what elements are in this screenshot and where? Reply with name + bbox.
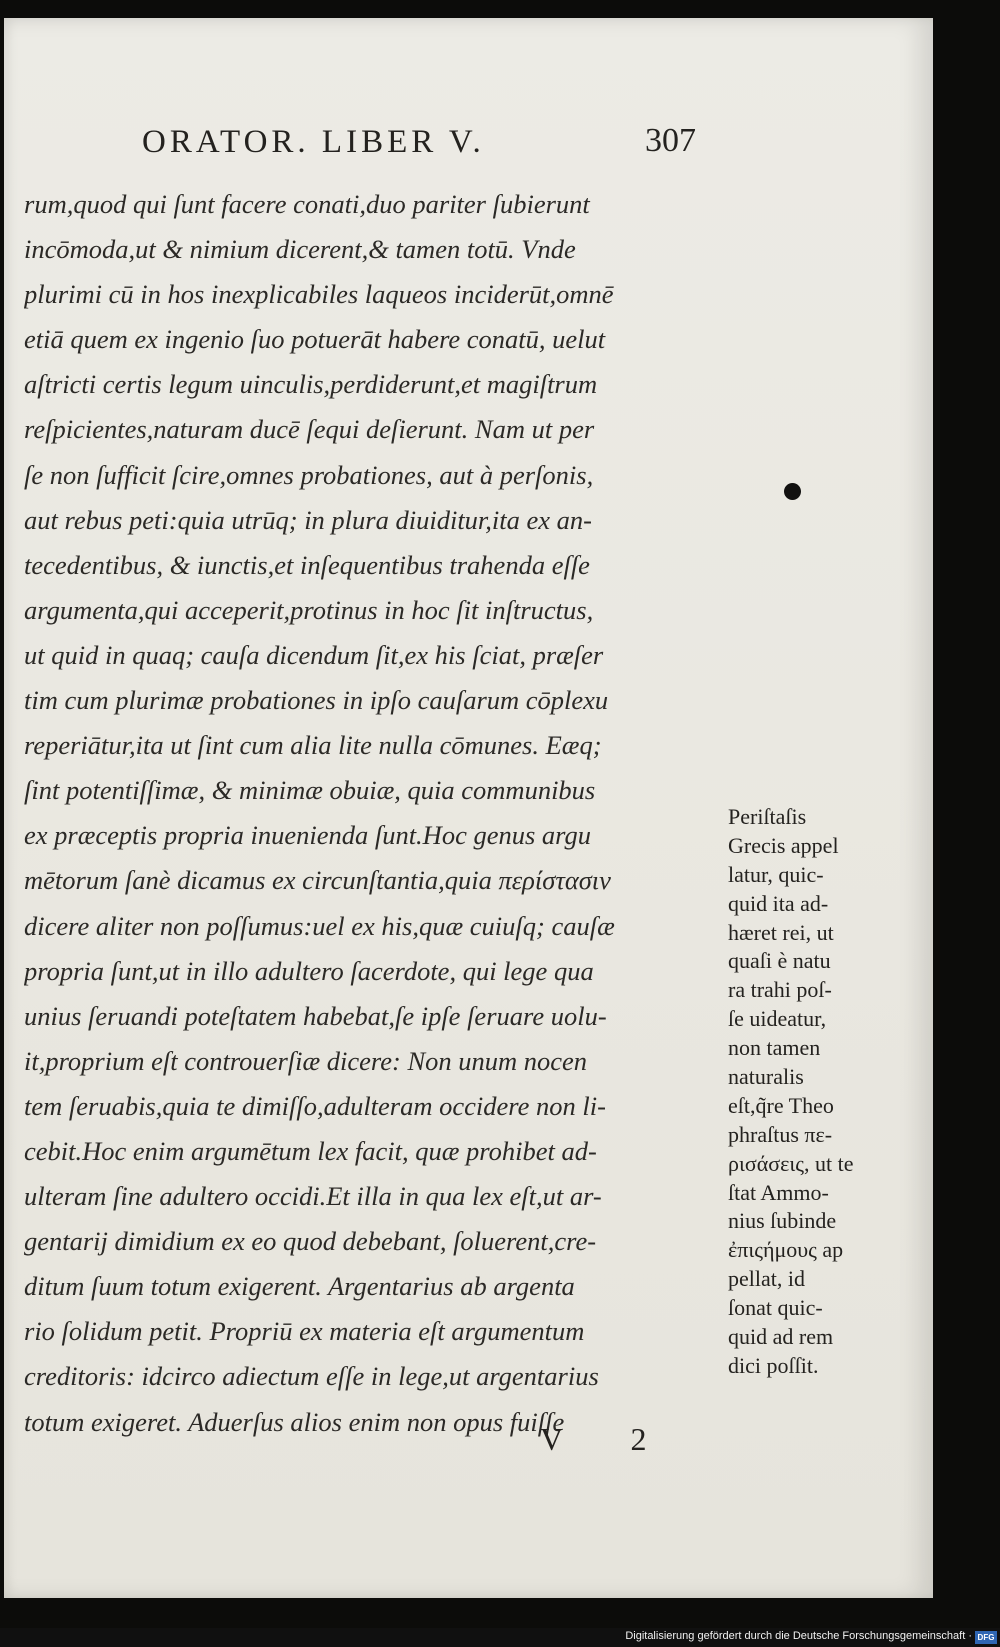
text-line: reperiātur,ita ut ſint cum alia lite nulla cōmunes. Eæq; [24, 730, 602, 761]
text-line: ſint potentiſſimæ, & minimæ obuiæ, quia communibus [24, 775, 596, 806]
text-line: rio ſolidum petit. Propriū ex materia eſt argumentum [24, 1316, 585, 1347]
marginal-note-line: quid ita ad- [728, 890, 829, 916]
text-line: ex præceptis propria inuenienda ſunt.Hoc genus argu [24, 820, 591, 851]
text-line: plurimi cū in hos inexplicabiles laqueos inciderūt,omnē [24, 279, 614, 310]
main-text-block [24, 182, 724, 1445]
text-line: rum,quod qui ſunt facere conati,duo pariter ſubierunt [24, 189, 590, 219]
marginal-note-line: ρισάσεις, ut te [728, 1150, 854, 1176]
marginal-note-line: dici poſſit. [728, 1352, 819, 1378]
marginal-note-line: latur, quic- [728, 861, 824, 887]
marginal-note-line: pellat, id [728, 1266, 805, 1292]
text-line: aut rebus peti:quia utrūq; in plura diuiditur,ita ex an- [24, 504, 593, 535]
text-line: it,proprium eſt controuerſiæ dicere: Non unum nocen [24, 1045, 588, 1076]
signature-mark: V 2 [540, 1421, 677, 1457]
text-line: reſpicientes,naturam ducē ſequi deſierunt. Nam ut per [24, 414, 595, 445]
book-page [4, 18, 933, 1598]
text-line: tem ſeruabis,quia te dimiſſo,adulteram occidere non li- [24, 1090, 606, 1121]
marginal-note-line: ἐπιςήμους ap [728, 1237, 844, 1263]
text-line: ſe non ſufficit ſcire,omnes probationes, aut à perſonis, [24, 459, 594, 490]
text-line: ulteram ſine adultero occidi.Et illa in qua lex eſt,ut ar- [24, 1181, 602, 1212]
marginal-note-line: Periſtaſis [728, 804, 807, 829]
text-line: ditum ſuum totum exigerent. Argentarius ab argenta [24, 1271, 575, 1302]
footer-bar [0, 1628, 1000, 1647]
marginal-note-line: eſt,q̃re Theo [728, 1092, 834, 1118]
text-line: creditoris: idcirco adiectum eſſe in lege,ut argentarius [24, 1361, 599, 1392]
marginal-note-line: ra trahi poſ- [728, 977, 832, 1003]
marginal-note-line: hæret rei, ut [728, 919, 834, 945]
running-title: ORATOR. LIBER V. [142, 124, 485, 160]
marginal-note-line: nius ſubinde [728, 1208, 837, 1234]
marginal-note-line: phraſtus πε- [728, 1121, 833, 1147]
text-line: incōmoda,ut & nimium dicerent,& tamen totū. Vnde [24, 234, 576, 265]
text-line: tim cum plurimæ probationes in ipſo cauſarum cōplexu [24, 685, 609, 716]
page-header [142, 118, 702, 168]
text-line: mētorum ſanè dicamus ex circunſtantia,quia περίστασιν [24, 865, 611, 896]
text-line: gentarij dimidium ex eo quod debebant, ſoluerent,cre- [24, 1226, 597, 1257]
marginal-note-line: ſonat quic- [728, 1295, 823, 1321]
text-line: totum exigeret. Aduerſus alios enim non opus fuiſſe [24, 1406, 565, 1437]
text-line: dicere aliter non poſſumus:uel ex his,quæ cuiuſq; cauſæ [24, 910, 615, 941]
marginal-note [728, 803, 898, 1381]
text-line: etiā quem ex ingenio ſuo potuerāt habere conatū, uelut [24, 324, 606, 355]
marginal-note-line: ſe uideatur, [728, 1006, 827, 1032]
text-line: tecedentibus, & iunctis,et inſequentibus trahenda eſſe [24, 549, 590, 580]
text-line: ut quid in quaq; cauſa dicendum ſit,ex his ſciat, præſer [24, 639, 604, 670]
text-line: propria ſunt,ut in illo adultero ſacerdote, qui lege qua [24, 955, 594, 986]
page-number: 307 [645, 122, 696, 159]
marginal-note-line: ſtat Ammo- [728, 1179, 829, 1205]
text-line: cebit.Hoc enim argumētum lex facit, quæ prohibet ad- [24, 1135, 597, 1166]
text-line: aſtricti certis legum uinculis,perdiderunt,et magiſtrum [24, 369, 598, 400]
text-line: argumenta,qui acceperit,protinus in hoc ſit inſtructus, [24, 594, 594, 625]
marginal-note-line: Grecis appel [728, 832, 839, 858]
marginal-note-line: naturalis [728, 1064, 804, 1090]
text-line: unius ſeruandi poteſtatem habebat,ſe ipſe ſeruare uolu- [24, 1000, 607, 1031]
marginal-note-line: quaſi è natu [728, 948, 831, 974]
dfg-logo-icon: DFG [975, 1631, 997, 1644]
marginal-note-line: non tamen [728, 1035, 821, 1061]
ink-dot [784, 483, 801, 500]
funding-notice: Digitalisierung gefördert durch die Deutsche Forschungsgemeinschaft · [625, 1630, 972, 1642]
marginal-note-line: quid ad rem [728, 1324, 834, 1350]
